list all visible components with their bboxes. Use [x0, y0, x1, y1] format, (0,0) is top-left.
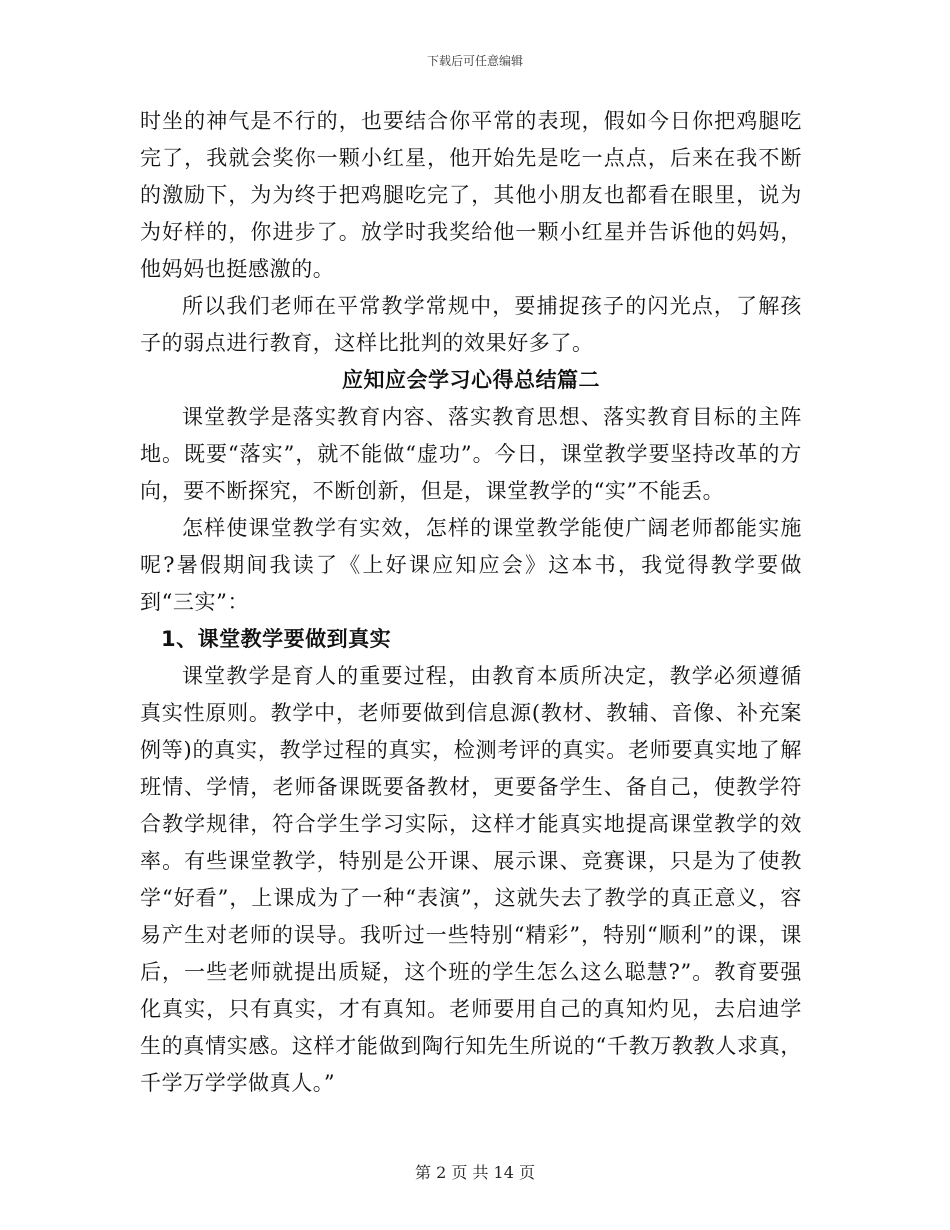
document-body — [140, 103, 802, 1102]
paragraph-intro: 课堂教学是落实教育内容、落实教育思想、落实教育目标的主阵地。既要“落实”，就不能做“虚功”。今日，课堂教学要坚持改革的方向，要不断探究，不断创新，但是，课堂教学的“实”不能丢。 — [140, 405, 802, 503]
subheading-truth: 1、课堂教学要做到真实 — [161, 627, 392, 651]
paragraph-question: 怎样使课堂教学有实效，怎样的课堂教学能使广阔老师都能实施呢?暑假期间我读了《上好课应知应会》这本书，我觉得教学要做到“三实”： — [140, 516, 802, 614]
page-footer: 第 2 页 共 14 页 — [415, 1163, 535, 1182]
section-title: 应知应会学习心得总结篇二 — [342, 368, 600, 392]
paragraph-truth: 课堂教学是育人的重要过程，由教育本质所决定，教学必须遵循真实性原则。教学中，老师要做到信息源(教材、教辅、音像、补充案例等)的真实，教学过程的真实，检测考评的真实。老师要真实地了解班情、学情，老师备课既要备教材，更要备学生、备自己，使教学符合教学规律，符合学生学习实际，这样才能真实地提高课堂教学的效率。有些课堂教学，特别是公开课、展示课、竞赛课，只是为了使教学“好看”，上课成为了一种“表演”，这就失去了教学的真正意义，容易产生对老师的误导。我听过一些特别“精彩”，特别“顺利”的课，课后，一些老师就提出质疑，这个班的学生怎么这么聪慧?”。教育要强化真实，只有真实，才有真知。老师要用自己的真知灼见，去启迪学生的真情实感。这样才能做到陶行知先生所说的“千教万教教人求真，千学万学学做真人。” — [140, 664, 802, 1095]
page-header: 下载后可任意编辑 — [426, 54, 523, 68]
paragraph-continuation: 时坐的神气是不行的，也要结合你平常的表现，假如今日你把鸡腿吃完了，我就会奖你一颗小红星，他开始先是吃一点点，后来在我不断的激励下，为为终于把鸡腿吃完了，其他小朋友也都看在眼里，说为为好样的，你进步了。放学时我奖给他一颗小红星并告诉他的妈妈，他妈妈也挺感激的。 — [140, 109, 802, 281]
paragraph-conclusion: 所以我们老师在平常教学常规中，要捕捉孩子的闪光点，了解孩子的弱点进行教育，这样比批判的效果好多了。 — [140, 294, 802, 355]
